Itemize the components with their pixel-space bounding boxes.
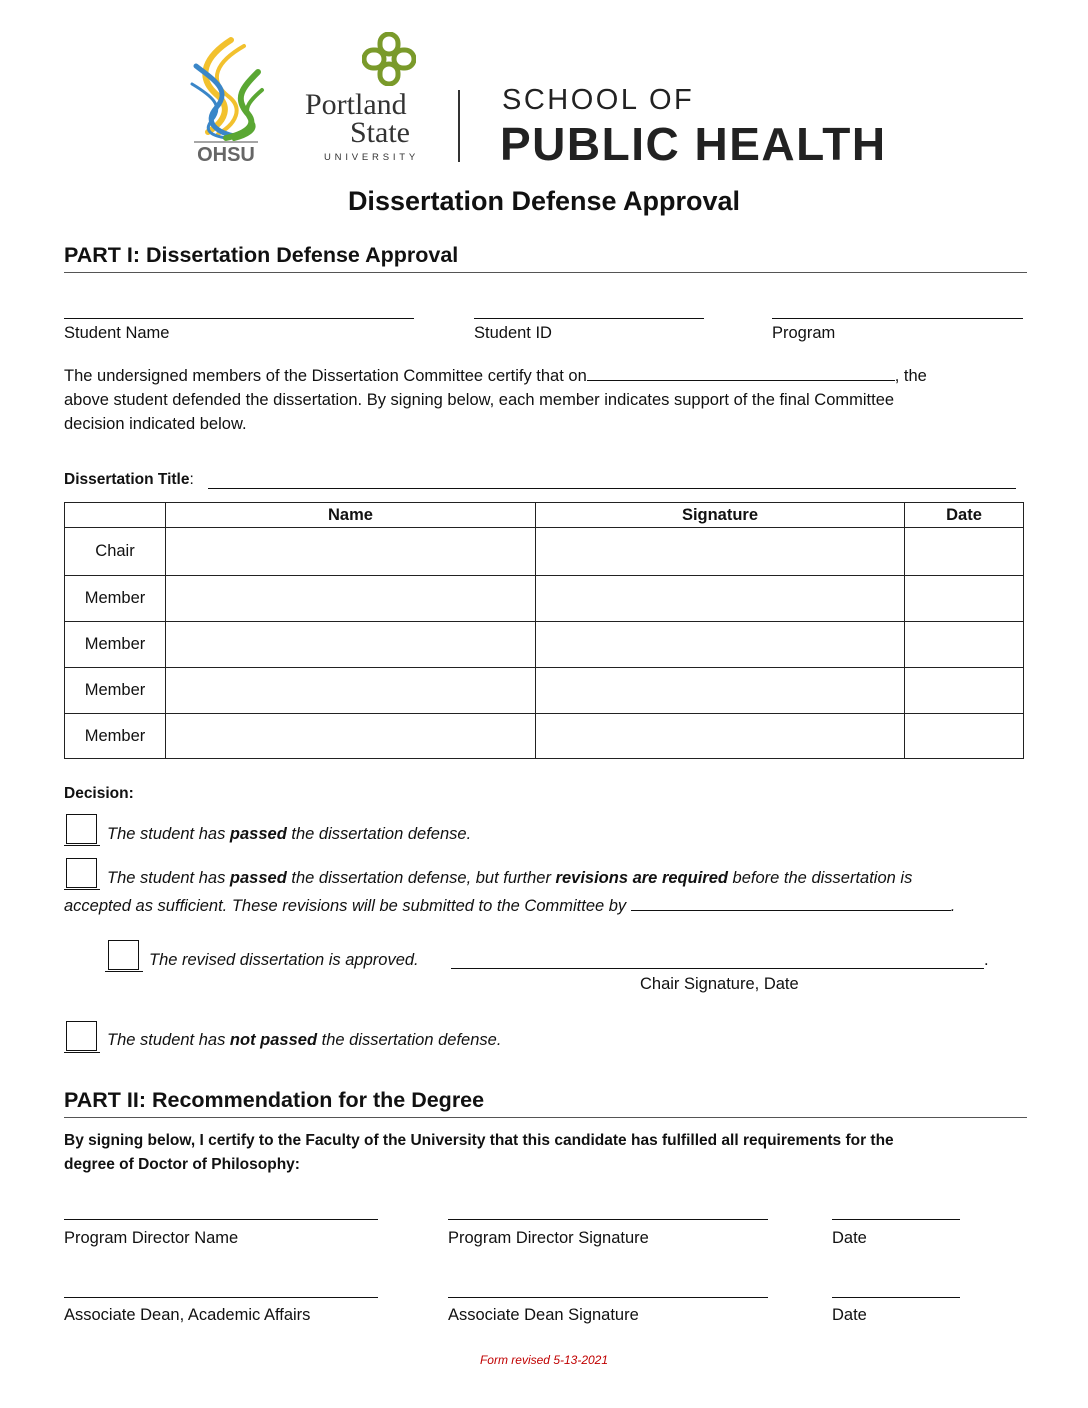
student-name-label: Student Name (64, 324, 170, 342)
header-date: Date (905, 503, 1024, 528)
dissertation-title-row: Dissertation Title: (64, 471, 194, 488)
passed-checkbox-underline (64, 845, 100, 846)
table-row (65, 576, 1024, 622)
certify-text-1: The undersigned members of the Dissertation Committee certify that on (64, 367, 587, 385)
certify-text-1b: , the (894, 367, 927, 385)
date1-label: Date (832, 1229, 867, 1247)
role-cell: Member (65, 622, 166, 668)
date1-line[interactable] (832, 1219, 960, 1220)
certify-text-3: decision indicated below. (64, 415, 247, 433)
committee-table (64, 502, 1024, 759)
ohsu-logo-text: OHSU (197, 144, 255, 166)
revised-approved-checkbox-underline (105, 971, 143, 972)
table-row (65, 668, 1024, 714)
not-passed-checkbox-underline (64, 1052, 100, 1053)
option-revisions-text: The student has passed the dissertation defense, but further revisions are required before the dissertation is (107, 869, 913, 887)
passed-revisions-checkbox-underline (64, 889, 100, 890)
signature-cell[interactable] (536, 714, 905, 759)
header-signature: Signature (536, 503, 905, 528)
date-cell[interactable] (905, 714, 1024, 759)
associate-dean-name-line[interactable] (64, 1297, 378, 1298)
student-name-line[interactable] (64, 318, 414, 319)
program-director-signature-label: Program Director Signature (448, 1229, 649, 1247)
date-cell[interactable] (905, 622, 1024, 668)
signature-cell[interactable] (536, 576, 905, 622)
date2-line[interactable] (832, 1297, 960, 1298)
logo-divider (458, 90, 460, 162)
role-cell: Member (65, 576, 166, 622)
revisions-due-blank[interactable] (631, 896, 951, 911)
defense-date-blank[interactable] (587, 366, 895, 381)
psu-name-line2: State (350, 116, 410, 149)
page-title: Dissertation Defense Approval (347, 186, 741, 216)
school-of-text: SCHOOL OF (502, 84, 695, 116)
date-cell[interactable] (905, 528, 1024, 576)
program-label: Program (772, 324, 836, 342)
role-cell: Chair (65, 528, 166, 576)
associate-dean-label: Associate Dean, Academic Affairs (64, 1306, 311, 1324)
table-row (65, 622, 1024, 668)
decision-label: Decision: (64, 785, 134, 802)
name-cell[interactable] (166, 622, 536, 668)
header-role (65, 503, 166, 528)
chair-signature-end: . (984, 951, 989, 969)
student-id-line[interactable] (474, 318, 704, 319)
ohsu-logo (186, 36, 266, 166)
name-cell[interactable] (166, 714, 536, 759)
role-cell: Member (65, 714, 166, 759)
option-not-passed-text: The student has not passed the dissertation defense. (107, 1031, 502, 1049)
program-line[interactable] (772, 318, 1023, 319)
role-cell: Member (65, 668, 166, 714)
passed-checkbox[interactable] (66, 814, 97, 844)
psu-university: UNIVERSITY (324, 152, 420, 163)
table-row (65, 714, 1024, 759)
signature-cell[interactable] (536, 622, 905, 668)
dissertation-title-label: Dissertation Title (64, 471, 190, 488)
table-header-row (65, 503, 1024, 528)
chair-signature-caption: Chair Signature, Date (640, 975, 799, 993)
passed-revisions-checkbox[interactable] (66, 858, 97, 888)
date-cell[interactable] (905, 576, 1024, 622)
part1-heading: PART I: Dissertation Defense Approval (64, 243, 459, 267)
table-row (65, 528, 1024, 576)
student-id-label: Student ID (474, 324, 552, 342)
part2-heading: PART II: Recommendation for the Degree (64, 1088, 485, 1112)
signature-cell[interactable] (536, 528, 905, 576)
part2-statement: By signing below, I certify to the Faculty of the University that this candidate has fulfilled all requirements for the degree of Doctor of Philosophy: (64, 1132, 894, 1173)
program-director-name-line[interactable] (64, 1219, 378, 1220)
date2-label: Date (832, 1306, 867, 1324)
program-director-name-label: Program Director Name (64, 1229, 239, 1247)
option-revisions-line2: accepted as sufficient. These revisions will be submitted to the Committee by . (64, 897, 956, 915)
psu-name-line1: Portland (305, 88, 407, 121)
name-cell[interactable] (166, 668, 536, 714)
name-cell[interactable] (166, 528, 536, 576)
header-name: Name (166, 503, 536, 528)
associate-dean-signature-line[interactable] (448, 1297, 768, 1298)
part1-rule (64, 272, 1027, 273)
date-cell[interactable] (905, 668, 1024, 714)
public-health-text: PUBLIC HEALTH (500, 118, 887, 170)
dissertation-title-line[interactable] (208, 488, 1016, 489)
psu-emblem (362, 32, 416, 86)
signature-cell[interactable] (536, 668, 905, 714)
form-revised-note: Form revised 5-13-2021 (479, 1353, 609, 1367)
not-passed-checkbox[interactable] (66, 1021, 97, 1051)
part2-rule (64, 1117, 1027, 1118)
certify-text-2: above student defended the dissertation. By signing below, each member indicates support of the final Committee (64, 391, 895, 409)
program-director-signature-line[interactable] (448, 1219, 768, 1220)
associate-dean-signature-label: Associate Dean Signature (448, 1306, 639, 1324)
option-passed-text: The student has passed the dissertation defense. (107, 825, 472, 843)
option-revised-approved-text: The revised dissertation is approved. (149, 951, 419, 969)
name-cell[interactable] (166, 576, 536, 622)
revised-approved-checkbox[interactable] (108, 940, 139, 970)
certify-paragraph (64, 364, 1024, 436)
chair-signature-line[interactable] (451, 968, 984, 969)
